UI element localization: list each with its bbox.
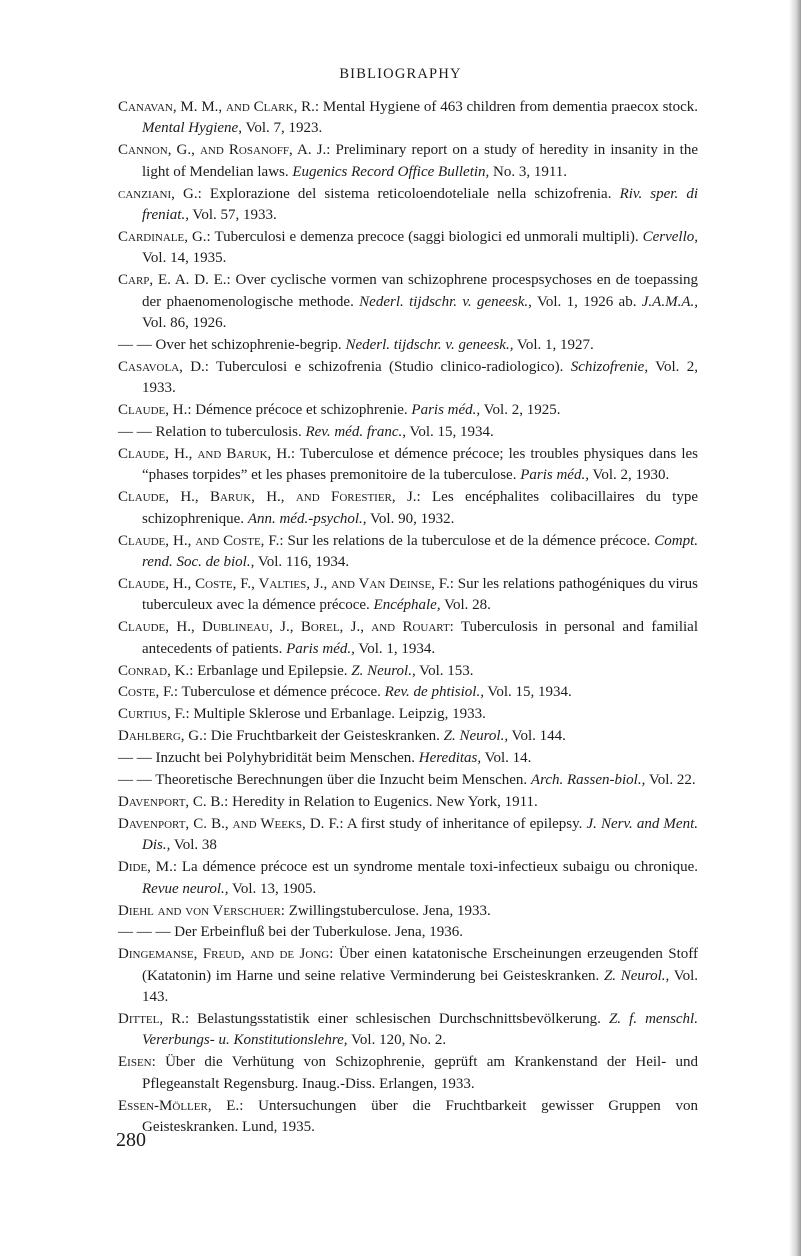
bibliography-entry [118, 357, 698, 400]
entry-author: canziani, G.: [118, 185, 202, 202]
entry-journal: Hereditas, [418, 750, 482, 767]
entry-author: Canavan, M. M., and Clark, R.: [118, 99, 320, 115]
entry-author: Dide, M.: [118, 859, 178, 876]
entry-text: Sur les relations pathogéniques du virus tuberculeux avec la démence précoce. [142, 575, 698, 614]
entry-details: Vol. 15, 1934. [406, 424, 494, 441]
bibliography-entry [118, 270, 698, 334]
entry-details: Vol. 13, 1905. [228, 880, 317, 897]
entry-text: Tuberculosi e demenza precoce (saggi biologici ed unmorali multipli). [210, 228, 643, 245]
entry-author: Eisen: [118, 1054, 156, 1071]
page-edge-shadow [789, 0, 801, 1256]
entry-journal: Rev. de phtisiol., [384, 684, 484, 701]
entry-details: Vol. 1, 1926 ab. [531, 293, 642, 310]
bibliography-entry [118, 531, 698, 574]
entry-details: Vol. 57, 1933. [188, 207, 277, 224]
entry-details: Vol. 22. [645, 772, 696, 789]
entry-author: Conrad, K.: [118, 662, 194, 679]
entry-author: Claude, H., and Coste, F.: [118, 532, 284, 549]
entry-author: — — [118, 750, 152, 767]
entry-text: Zwillingstuberculose. Jena, 1933. [284, 902, 491, 919]
entry-details: Vol. 15, 1934. [483, 684, 572, 701]
running-header: BIBLIOGRAPHY [339, 66, 462, 82]
entry-text: Les encéphalites colibacillaires du type schizophrenique. [142, 489, 698, 527]
entry-details: Vol. 2, 1930. [588, 467, 670, 484]
entry-author: Carp, E. A. D. E.: [118, 272, 231, 289]
entry-text: Über einen katatonische Erscheinungen erzeugenden Stoff (Katatonin) im Harne und seine relative Verminderung bei Geisteskranken. [142, 946, 698, 984]
bibliography-entry [118, 1052, 698, 1095]
entry-author: Davenport, C. B., and Weeks, D. F.: [118, 815, 344, 832]
entry-author: — — [118, 772, 152, 789]
entry-details: Vol. 1, 1934. [354, 640, 436, 657]
bibliography-entry [118, 1009, 698, 1052]
entry-details: Vol. 90, 1932. [366, 510, 455, 527]
entry-journal: Z. Neurol., [351, 662, 416, 679]
entry-details: Vol. 1, 1927. [513, 336, 594, 353]
entry-author: — — [118, 424, 152, 441]
entry-details: No. 3, 1911. [489, 163, 568, 180]
bibliography-entry [118, 704, 698, 725]
bibliography-entry [118, 770, 698, 791]
entry-journal: Nederl. tijdschr. v. geneesk., [359, 293, 532, 310]
entry-author: Davenport, C. B.: [118, 794, 229, 810]
bibliography-entry [118, 487, 698, 530]
entry-journal: Nederl. tijdschr. v. geneesk., [345, 336, 514, 353]
entry-text: A first study of inheritance of epilepsy. [343, 815, 587, 832]
entry-details: Vol. 153. [415, 662, 474, 679]
bibliography-entry [118, 227, 698, 270]
entry-journal: Z. Neurol., [443, 728, 509, 745]
entry-text: Mental Hygiene of 463 children from dementia praecox stock. [319, 99, 698, 115]
entry-author: Cardinale, G.: [118, 228, 211, 245]
bibliography-entry [118, 726, 698, 747]
entry-author: Claude, H., Dublineau, J., Borel, J., and Rouart: [118, 619, 454, 636]
entry-details: Vol. 144. [508, 728, 566, 745]
entry-author: Coste, F.: [118, 684, 179, 701]
bibliography-entry [118, 617, 698, 660]
entry-author: Diehl and von Verschuer: [118, 902, 285, 919]
entry-details: Vol. 120, No. 2. [347, 1032, 447, 1049]
entry-author: Claude, H., Baruk, H., and Forestier, J.: [118, 489, 421, 506]
entry-details: Vol. 2, 1933. [142, 358, 698, 397]
entry-journal: Mental Hygiene, [142, 120, 242, 137]
bibliography-entry [118, 682, 698, 703]
entry-details: Vol. 2, 1925. [480, 402, 561, 419]
entry-text: Explorazione del sistema reticoloendoteliale nella schizofrenia. [201, 185, 620, 202]
entry-author: Dingemanse, Freud, and de Jong: [118, 946, 334, 963]
entry-text: Der Erbeinfluß bei der Tuberkulose. Jena, 1936. [170, 924, 463, 941]
page-number: 280 [116, 1129, 146, 1151]
entry-author: Dahlberg, G.: [118, 728, 208, 745]
bibliography-entry [118, 857, 698, 900]
entry-details: Vol. 7, 1923. [241, 120, 323, 137]
entry-author: Claude, H., and Baruk, H.: [118, 446, 296, 462]
entry-author: Curtius, F.: [118, 706, 190, 723]
bibliography-entry [118, 748, 698, 769]
entry-journal: Riv. sper. di freniat., [142, 185, 698, 224]
entry-author: — — — [118, 924, 171, 941]
entry-text: Démence précoce et schizophrenie. [191, 402, 412, 419]
bibliography-entry [118, 335, 698, 356]
entry-journal: Compt. rend. Soc. de biol., [142, 532, 698, 571]
bibliography-entry [118, 922, 698, 943]
entry-text: Multiple Sklerose und Erbanlage. Leipzig, 1933. [189, 706, 486, 723]
bibliography-entry [118, 140, 698, 183]
entry-details: Vol. 38 [170, 837, 217, 854]
entry-details: Vol. 116, 1934. [254, 554, 350, 571]
entry-details: Vol. 86, 1926. [142, 315, 227, 332]
entry-journal: Cervello, [642, 228, 699, 245]
bibliography-list [118, 97, 698, 1139]
entry-text: Relation to tuberculosis. [151, 424, 306, 441]
entry-text: Theoretische Berechnungen über die Inzucht beim Menschen. [151, 772, 531, 789]
entry-author: Claude, H., Coste, F., Valties, J., and Van Deinse, F.: [118, 575, 454, 592]
entry-journal: J. Nerv. and Ment. Dis., [142, 815, 698, 854]
entry-text: Over cyclische vormen van schizophrene procespsychoses en de toepassing der phaenomenologische methode. [142, 272, 699, 310]
entry-journal: Z. Neurol., [603, 967, 670, 984]
bibliography-entry [118, 901, 698, 922]
entry-text: Die Fruchtbarkeit der Geisteskranken. [207, 728, 444, 745]
entry-text: Erbanlage und Epilepsie. [193, 662, 352, 679]
entry-journal: Paris méd., [286, 640, 355, 657]
entry-journal: Z. f. menschl. Vererbungs- u. Konstitutionslehre, [142, 1011, 698, 1049]
entry-text: Tuberculosi e schizofrenia (Studio clinico-radiologico). [208, 358, 571, 375]
entry-text: Tuberculose et démence précoce; les troubles physiques dans les “phases torpides” et les phases premonitoire de la tuberculose. [142, 446, 698, 484]
entry-text: Sur les relations de la tuberculose et de la démence précoce. [283, 532, 655, 549]
entry-text: Über die Verhütung von Schizophrenie, geprüft am Krankenstand der Heil- und Pflegeanstalt Regensburg. Inaug.-Diss. Erlangen, 1933. [142, 1054, 698, 1092]
entry-text: Belastungsstatistik einer schlesischen Durchschnittsbevölkerung. [189, 1011, 609, 1028]
entry-journal: Revue neurol., [142, 880, 229, 897]
entry-author: Essen-Möller, E.: [118, 1097, 244, 1114]
entry-journal: J.A.M.A., [641, 293, 698, 310]
entry-details: Vol. 143. [142, 967, 699, 1006]
entry-author: Cannon, G., and Rosanoff, A. J.: [118, 142, 331, 159]
entry-author: Dittel, R.: [118, 1011, 190, 1028]
entry-text: Inzucht bei Polyhybridität beim Menschen. [151, 750, 419, 767]
entry-details: Vol. 28. [440, 597, 491, 614]
entry-journal: Rev. méd. franc., [305, 424, 407, 441]
entry-author: Claude, H.: [118, 402, 192, 419]
entry-journal: Encéphale, [373, 597, 441, 614]
bibliography-entry [118, 184, 698, 227]
bibliography-entry [118, 444, 698, 487]
entry-text: La démence précoce est un syndrome mentale toxi-infectieux subaigu ou chronique. [177, 859, 699, 876]
entry-journal: Eugenics Record Office Bulletin, [292, 163, 490, 180]
bibliography-entry [118, 97, 698, 140]
entry-journal: Paris méd., [520, 467, 589, 484]
entry-journal: Schizofrenie, [570, 358, 649, 375]
bibliography-entry [118, 400, 698, 421]
entry-text: Preliminary report on a study of heredity in insanity in the light of Mendelian laws. [142, 142, 698, 180]
bibliography-entry [118, 661, 698, 682]
bibliography-entry [118, 814, 698, 857]
entry-journal: Paris méd., [411, 402, 481, 419]
entry-text: Tuberculosis in personal and familial antecedents of patients. [142, 619, 698, 657]
entry-details: Vol. 14, 1935. [142, 250, 227, 267]
entry-author: — — [118, 336, 152, 353]
bibliography-entry [118, 792, 698, 813]
bibliography-entry [118, 1096, 698, 1139]
entry-text: Tuberculose et démence précoce. [178, 684, 385, 701]
entry-author: Casavola, D.: [118, 358, 209, 375]
entry-journal: Ann. méd.-psychol., [247, 510, 367, 527]
bibliography-entry [118, 944, 698, 1008]
bibliography-entry [118, 422, 698, 443]
entry-text: Untersuchungen über die Fruchtbarkeit gewisser Gruppen von Geisteskranken. Lund, 1935. [142, 1097, 698, 1136]
entry-text: Heredity in Relation to Eugenics. New York, 1911. [228, 794, 538, 810]
entry-text: Over het schizophrenie-begrip. [151, 336, 346, 353]
bibliography-entry [118, 574, 698, 617]
entry-details: Vol. 14. [481, 750, 532, 767]
entry-journal: Arch. Rassen-biol., [530, 772, 646, 789]
